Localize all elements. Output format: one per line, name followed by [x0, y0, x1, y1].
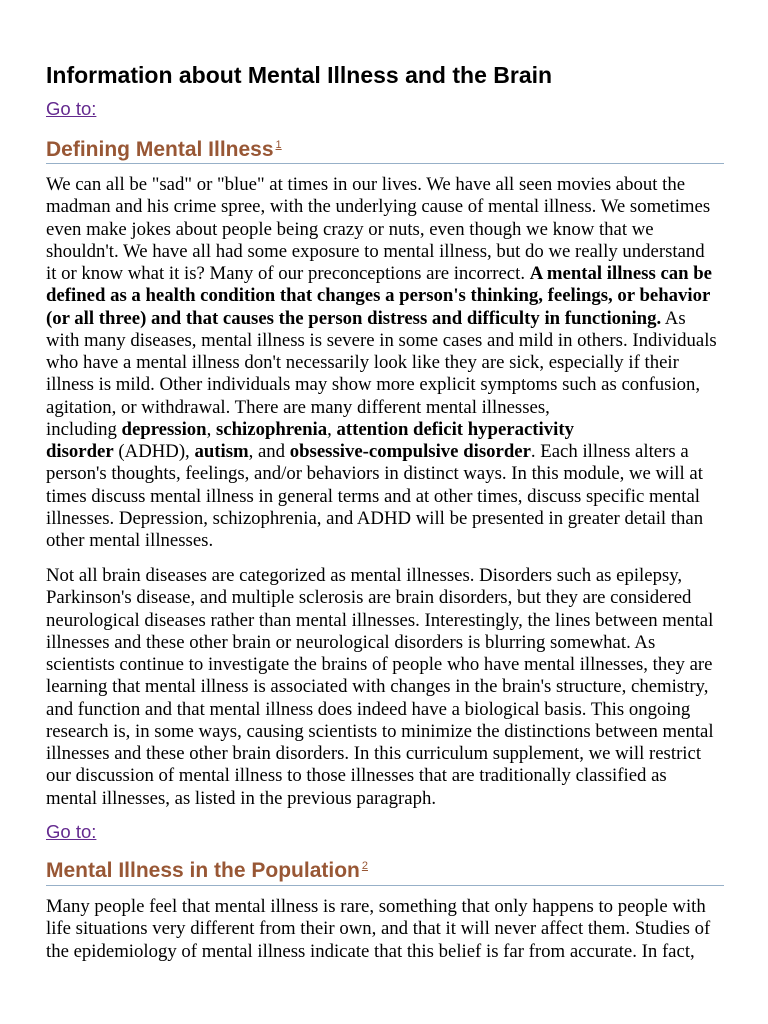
footnote-ref-link[interactable]: 2: [361, 860, 368, 872]
text-segment: life situations very different from their own, and that it will never affect them. Studies of: [46, 918, 711, 940]
goto-link[interactable]: Go to:: [46, 821, 97, 842]
text-segment: the epidemiology of mental illness indicate that this belief is far from accurate. In fact,: [46, 940, 695, 962]
text-segment: As: [661, 307, 686, 329]
section-heading: [46, 137, 282, 163]
section-heading: [46, 858, 368, 884]
text-segment: it or know what it is? Many of our preconceptions are incorrect.: [46, 263, 530, 284]
bold-term: defined as a health condition that changes a person's thinking, feelings, or behavior: [46, 285, 711, 307]
text-line: [46, 352, 717, 374]
text-line: [46, 374, 717, 396]
text-line: [46, 765, 714, 787]
text-segment: ,: [206, 418, 216, 440]
text-segment: research is, in some ways, causing scientists to minimize the distinctions between mental: [46, 720, 714, 742]
heading-rule: [46, 885, 724, 886]
page-title: Information about Mental Illness and the Brain: [46, 62, 553, 88]
text-segment: illness is mild. Other individuals may show more explicit symptoms such as confusion,: [46, 374, 701, 396]
text-line: [46, 721, 714, 743]
text-segment: (ADHD),: [113, 441, 195, 462]
bold-term: (or all three) and that causes the person distress and difficulty in functioning.: [46, 307, 662, 329]
text-segment: times discuss mental illness in general terms and at other times, discuss specific mental: [46, 485, 701, 507]
text-line: [46, 241, 717, 263]
text-segment: scientists continue to investigate the brains of people who have mental illnesses, they are: [46, 654, 713, 675]
text-segment: ,: [327, 418, 337, 440]
text-line: [46, 654, 714, 676]
text-line: [46, 565, 714, 587]
text-segment: . Each illness alters a: [530, 441, 689, 462]
text-line: [46, 632, 714, 654]
bold-term: A mental illness can be: [529, 263, 713, 284]
text-line: [46, 419, 717, 441]
text-segment: even make jokes about people being crazy or nuts, even though we know that we: [46, 218, 654, 240]
text-line: [46, 896, 710, 918]
text-line: [46, 788, 714, 810]
text-segment: learning that mental illness is associated with changes in the brain's structure, chemistry,: [46, 676, 709, 698]
bold-term: autism: [194, 441, 249, 462]
text-segment: our discussion of mental illness to those illnesses that are traditionally classified as: [46, 765, 667, 787]
section-heading-text: Defining Mental Illness: [46, 138, 274, 161]
text-line: [46, 530, 717, 552]
section-heading-text: Mental Illness in the Population: [46, 859, 360, 882]
text-segment: mental illnesses, as listed in the previous paragraph.: [46, 787, 437, 809]
bold-term: disorder: [46, 441, 114, 462]
text-segment: shouldn't. We have all had some exposure to mental illness, but do we really understand: [46, 240, 705, 262]
text-line: [46, 918, 710, 940]
text-line: [46, 610, 714, 632]
paragraph: [46, 565, 714, 810]
text-segment: other mental illnesses.: [46, 530, 214, 551]
text-segment: Parkinson's disease, and multiple sclerosis are brain disorders, but they are considered: [46, 587, 692, 609]
text-segment: illnesses and these other brain or neurological disorders is blurring somewhat. As: [46, 631, 656, 653]
goto-link[interactable]: Go to:: [46, 98, 97, 119]
text-line: [46, 699, 714, 721]
text-segment: illnesses. Depression, schizophrenia, and ADHD will be presented in greater detail than: [46, 507, 704, 529]
bold-term: obsessive-compulsive disorder: [289, 441, 531, 462]
text-segment: We can all be "sad" or "blue" at times in our lives. We have all seen movies about the: [46, 174, 686, 195]
text-line: [46, 397, 717, 419]
bold-term: attention deficit hyperactivity: [336, 418, 574, 440]
text-segment: including: [46, 418, 122, 440]
text-line: [46, 308, 717, 330]
text-segment: with many diseases, mental illness is severe in some cases and mild in others. Individuals: [46, 329, 717, 351]
text-line: [46, 587, 714, 609]
text-line: [46, 263, 717, 285]
text-line: [46, 330, 717, 352]
text-segment: person's thoughts, feelings, and/or behaviors in distinct ways. In this module, we will at: [46, 463, 703, 485]
text-segment: agitation, or withdrawal. There are many different mental illnesses,: [46, 396, 550, 418]
text-segment: madman and his crime spree, with the underlying cause of mental illness. We sometimes: [46, 196, 711, 218]
paragraph: [46, 896, 710, 963]
heading-rule: [46, 163, 724, 164]
text-line: [46, 743, 714, 765]
text-line: [46, 196, 717, 218]
text-line: [46, 463, 717, 485]
text-segment: , and: [248, 441, 290, 462]
text-line: [46, 174, 717, 196]
text-line: [46, 676, 714, 698]
bold-term: depression: [121, 418, 207, 440]
text-segment: neurological diseases rather than mental illnesses. Interestingly, the lines between mental: [46, 609, 714, 631]
bold-term: schizophrenia: [215, 418, 328, 440]
text-line: [46, 219, 717, 241]
paragraph: [46, 174, 717, 552]
text-segment: illnesses and these other brain disorders. In this curriculum supplement, we will restrict: [46, 743, 702, 764]
text-segment: Not all brain diseases are categorized as mental illnesses. Disorders such as epilepsy,: [46, 565, 683, 586]
footnote-ref-link[interactable]: 1: [275, 139, 282, 151]
text-segment: Many people feel that mental illness is rare, something that only happens to people with: [46, 896, 706, 917]
text-segment: who have a mental illness don't necessarily look like they are sick, especially if their: [46, 352, 679, 373]
text-line: [46, 508, 717, 530]
text-segment: and function and that mental illness does indeed have a biological basis. This ongoing: [46, 698, 691, 720]
text-line: [46, 941, 710, 963]
text-line: [46, 441, 717, 463]
text-line: [46, 486, 717, 508]
text-line: [46, 285, 717, 307]
